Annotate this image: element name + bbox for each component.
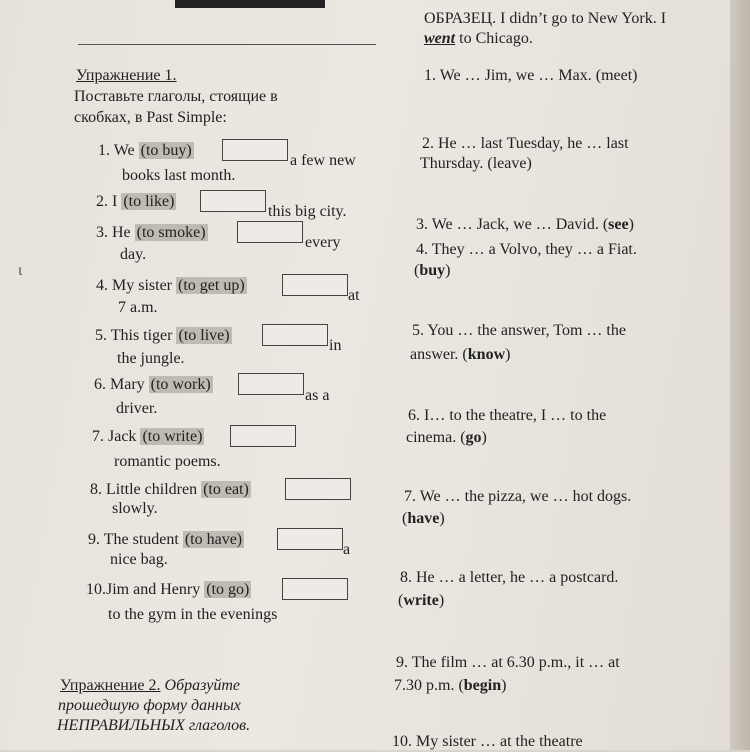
ex1-item-2-after: this big city. — [268, 203, 347, 220]
item-text: ( — [398, 592, 404, 609]
ex1-item-9-cont: nice bag. — [110, 551, 168, 568]
item-verb: (to work) — [150, 376, 211, 393]
exercise1-instruction-2: скобках, в Past Simple: — [74, 109, 227, 126]
ex1-item-10 — [86, 580, 251, 600]
item-text: cinema. ( — [406, 429, 466, 446]
item-text: ( — [414, 262, 420, 279]
item-verb: buy — [419, 262, 446, 279]
item-subject: This tiger — [110, 327, 177, 344]
answer-box-7[interactable] — [230, 425, 296, 447]
ex1-item-9-after: a — [343, 541, 351, 558]
ex1-item-4-cont: 7 a.m. — [118, 299, 158, 316]
ex1-item-3 — [96, 223, 208, 243]
item-verb: (to smoke) — [136, 224, 206, 241]
ex-r-item-4-l1: 4. They … a Volvo, they … a Fiat. — [416, 241, 637, 258]
item-tail: ) — [439, 510, 445, 527]
item-number: 10. — [86, 581, 106, 598]
item-verb: know — [467, 346, 506, 363]
ex-r-item-5-l1: 5. You … the answer, Tom … the — [412, 322, 626, 339]
item-verb: (to like) — [123, 193, 175, 210]
cut-off-heading — [175, 0, 325, 8]
header-rule — [78, 44, 376, 45]
pencil-mark: ι — [18, 262, 23, 279]
item-subject: Jack — [108, 428, 141, 445]
item-number: 6. — [94, 376, 106, 393]
item-text: answer. ( — [410, 346, 468, 363]
item-verb: (to get up) — [178, 277, 245, 294]
ex-r-item-4-l2 — [414, 261, 450, 281]
item-number: 5. — [95, 327, 107, 344]
answer-box-1[interactable] — [222, 139, 288, 161]
answer-box-3[interactable] — [237, 221, 303, 243]
answer-box-9[interactable] — [277, 528, 343, 550]
item-tail: ) — [505, 346, 511, 363]
ex1-item-1 — [98, 141, 194, 161]
item-tail: ) — [501, 677, 507, 694]
item-verb: (to have) — [184, 531, 243, 548]
ex-r-item-6-l1: 6. I… to the theatre, I … to the — [408, 407, 607, 424]
ex-r-item-5-l2 — [410, 345, 510, 365]
item-verb: (to eat) — [203, 481, 249, 498]
exercise2-instruction-1: Образуйте — [164, 677, 241, 694]
ex1-item-6-cont: driver. — [116, 400, 158, 417]
item-number: 1. — [98, 142, 110, 159]
item-number: 3. — [96, 224, 108, 241]
item-verb: (to buy) — [140, 142, 192, 159]
ex1-item-5-after: in — [329, 337, 342, 354]
exercise1-title: Упражнение 1. — [76, 67, 177, 84]
answer-box-10[interactable] — [282, 578, 348, 600]
ex1-item-8-cont: slowly. — [112, 500, 158, 517]
item-verb: (to write) — [142, 428, 203, 445]
answer-box-4[interactable] — [282, 274, 348, 296]
ex-r-item-9-l1: 9. The film … at 6.30 p.m., it … at — [396, 654, 620, 671]
ex-r-item-8-l2 — [398, 591, 444, 611]
exercise2-heading — [60, 676, 240, 696]
item-verb: go — [465, 429, 482, 446]
item-subject: I — [112, 193, 122, 210]
item-verb: write — [403, 592, 439, 609]
ex1-item-1-after: a few new — [290, 152, 356, 169]
ex1-item-1-cont: books last month. — [122, 167, 236, 184]
item-verb: (to live) — [178, 327, 230, 344]
ex-r-item-2-l1: 2. He … last Tuesday, he … last — [422, 135, 629, 152]
ex1-item-4 — [96, 276, 247, 296]
item-text: ( — [402, 510, 408, 527]
item-number: 9. — [88, 531, 100, 548]
item-subject: Little children — [106, 481, 202, 498]
answer-box-2[interactable] — [200, 190, 266, 212]
answer-box-6[interactable] — [238, 373, 304, 395]
ex-r-item-9-l2 — [394, 676, 506, 696]
ex-r-item-10-l1: 10. My sister … at the theatre — [392, 733, 583, 750]
answer-box-5[interactable] — [262, 324, 328, 346]
ex1-item-5 — [95, 326, 232, 346]
item-subject: Mary — [110, 376, 149, 393]
item-subject: He — [112, 224, 135, 241]
ex-r-item-6-l2 — [406, 428, 487, 448]
item-tail: ) — [445, 262, 451, 279]
ex1-item-3-cont: day. — [120, 246, 147, 263]
page-edge-shadow — [730, 0, 750, 750]
ex-r-item-1: 1. We … Jim, we … Max. (meet) — [424, 67, 638, 84]
ex1-item-6 — [94, 375, 213, 395]
item-subject: We — [113, 142, 139, 159]
ex1-item-2 — [96, 192, 176, 212]
item-number: 8. — [90, 481, 102, 498]
ex-r-item-3 — [416, 215, 634, 235]
item-text: 7.30 p.m. ( — [394, 677, 464, 694]
item-tail: ) — [628, 216, 634, 233]
sample-went: went — [424, 30, 456, 47]
exercise2-instruction-2: прошедшую форму данных — [58, 697, 241, 714]
item-subject: Jim and Henry — [106, 581, 205, 598]
item-subject: My sister — [112, 277, 176, 294]
ex1-item-7-cont: romantic poems. — [114, 453, 221, 470]
sample-rest: to Chicago. — [455, 30, 533, 47]
item-verb: begin — [463, 677, 502, 694]
answer-box-8[interactable] — [285, 478, 351, 500]
ex1-item-4-after: at — [348, 287, 360, 304]
ex1-item-6-after: as a — [305, 387, 330, 404]
ex-r-item-8-l1: 8. He … a letter, he … a postcard. — [400, 569, 619, 586]
item-verb: have — [407, 510, 440, 527]
ex-r-item-7-l2 — [402, 509, 445, 529]
item-number: 2. — [96, 193, 108, 210]
ex1-item-5-cont: the jungle. — [117, 350, 185, 367]
item-tail: ) — [438, 592, 445, 609]
item-tail: ) — [481, 429, 487, 446]
ex-r-item-2-l2: Thursday. (leave) — [420, 155, 532, 172]
item-number: 7. — [92, 428, 104, 445]
item-number: 4. — [96, 277, 108, 294]
exercise2-instruction-3: НЕПРАВИЛЬНЫХ глаголов. — [57, 717, 251, 734]
exercise1-instruction-1: Поставьте глаголы, стоящие в — [74, 88, 278, 105]
ex1-item-8 — [90, 480, 251, 500]
item-subject: The student — [103, 531, 183, 548]
exercise2-title: Упражнение 2. — [60, 677, 161, 694]
sample-line-1: ОБРАЗЕЦ. I didn’t go to New York. I — [424, 10, 667, 27]
sample-line-2 — [424, 29, 533, 49]
ex-r-item-7-l1: 7. We … the pizza, we … hot dogs. — [404, 488, 632, 505]
ex1-item-7 — [92, 427, 204, 447]
ex1-item-9 — [88, 530, 244, 550]
item-verb: (to go) — [206, 581, 250, 598]
ex1-item-10-cont: to the gym in the evenings — [108, 606, 278, 623]
item-verb: see — [608, 216, 629, 233]
item-text: 3. We … Jack, we … David. ( — [416, 216, 609, 233]
ex1-item-3-after: every — [305, 234, 341, 251]
